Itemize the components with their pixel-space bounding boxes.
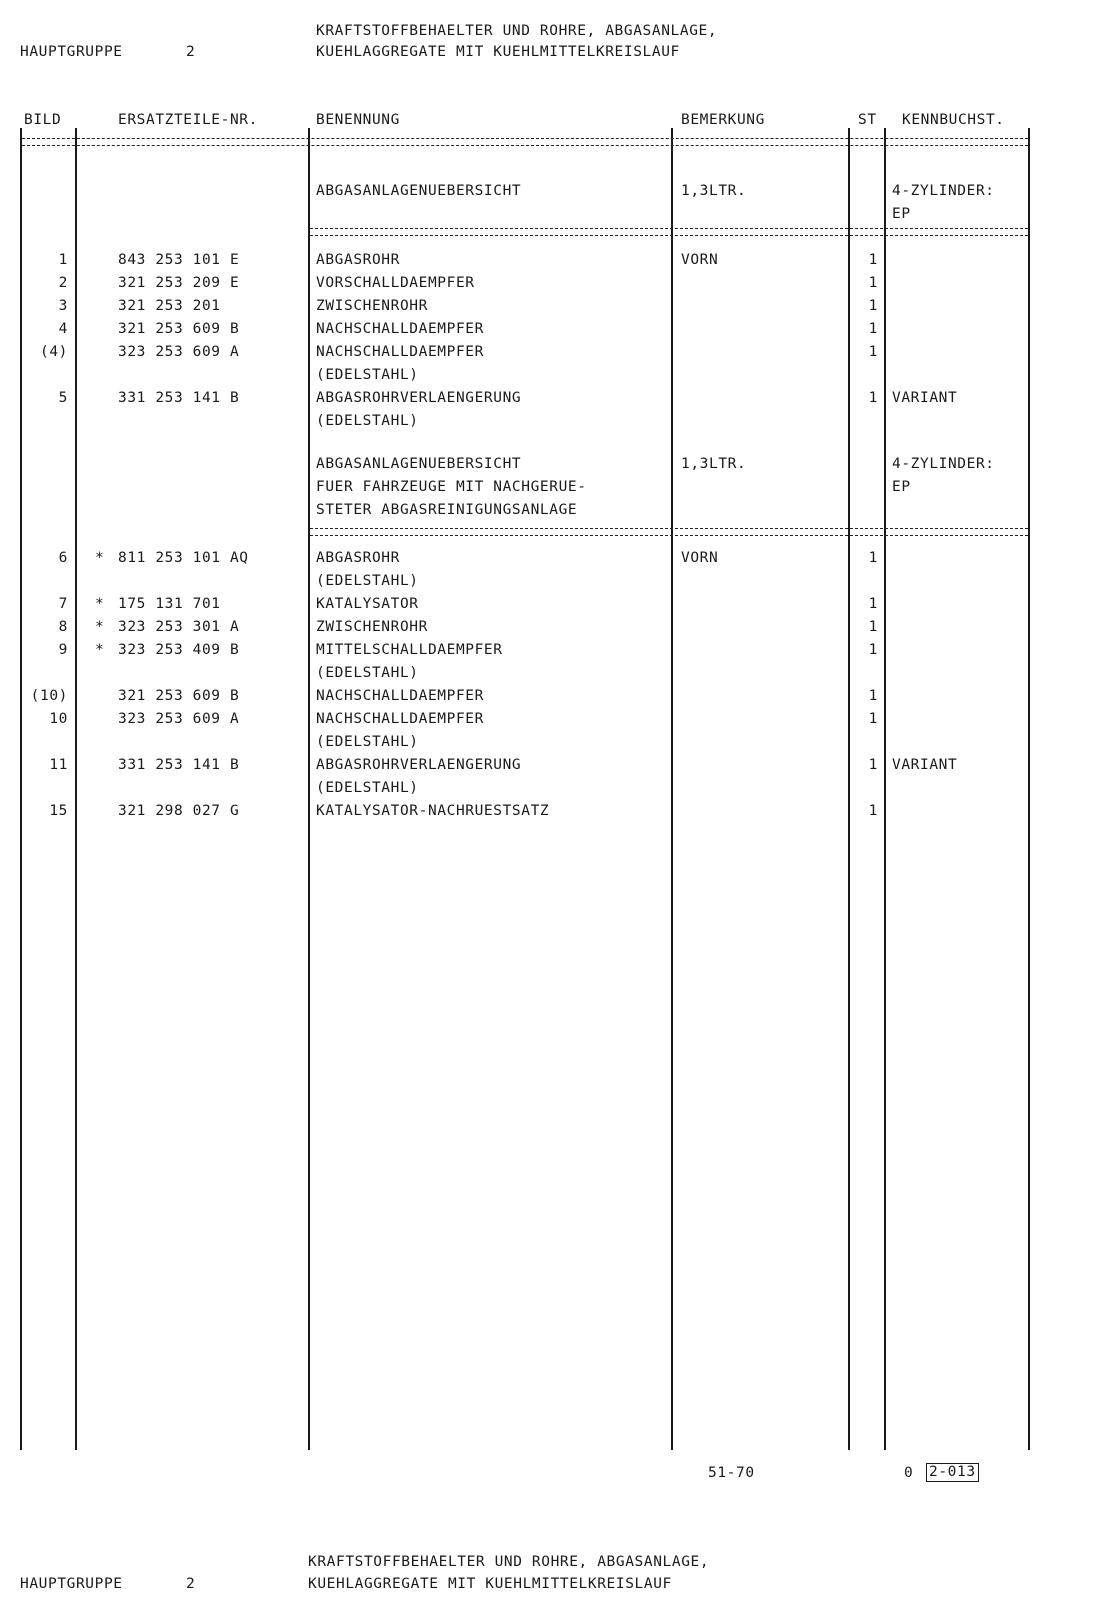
page-zero: 0	[904, 1465, 914, 1481]
row-description: ZWISCHENROHR	[316, 619, 428, 635]
row-description: ABGASROHRVERLAENGERUNG	[316, 390, 522, 406]
row-description: KATALYSATOR-NACHRUESTSATZ	[316, 803, 550, 819]
row-quantity: 1	[868, 298, 878, 314]
table-row	[0, 413, 1120, 436]
row-description: (EDELSTAHL)	[316, 367, 419, 383]
row-remark: VORN	[681, 550, 719, 566]
row-quantity: 1	[868, 803, 878, 819]
row-new-marker: *	[95, 642, 105, 658]
page-code-box: 2-013	[926, 1463, 979, 1482]
col-header-bild: BILD	[24, 112, 62, 128]
row-bild: 6	[58, 550, 68, 566]
row-part-number: 321 253 609 B	[118, 688, 240, 704]
row-description: ABGASROHR	[316, 252, 400, 268]
row-quantity: 1	[868, 252, 878, 268]
section-remark: 1,3LTR.	[681, 456, 747, 472]
row-new-marker: *	[95, 596, 105, 612]
row-description: ABGASROHR	[316, 550, 400, 566]
row-new-marker: *	[95, 550, 105, 566]
row-kennbuchst: VARIANT	[892, 757, 958, 773]
row-description: (EDELSTAHL)	[316, 780, 419, 796]
row-part-number: 323 253 301 A	[118, 619, 240, 635]
row-description: NACHSCHALLDAEMPFER	[316, 688, 484, 704]
table-row	[0, 734, 1120, 757]
table-row	[0, 390, 1120, 413]
row-bild: 8	[58, 619, 68, 635]
row-part-number: 811 253 101 AQ	[118, 550, 249, 566]
section-title: FUER FAHRZEUGE MIT NACHGERUE-	[316, 479, 587, 495]
row-quantity: 1	[868, 757, 878, 773]
row-bild: (10)	[30, 688, 68, 704]
row-bild: 4	[58, 321, 68, 337]
table-row	[0, 780, 1120, 803]
row-description: ZWISCHENROHR	[316, 298, 428, 314]
table-row	[0, 757, 1120, 780]
row-kennbuchst: VARIANT	[892, 390, 958, 406]
row-description: VORSCHALLDAEMPFER	[316, 275, 475, 291]
table-row	[0, 596, 1120, 619]
row-bild: 3	[58, 298, 68, 314]
row-description: NACHSCHALLDAEMPFER	[316, 344, 484, 360]
section-title: STETER ABGASREINIGUNGSANLAGE	[316, 502, 578, 518]
row-description: KATALYSATOR	[316, 596, 419, 612]
table-row	[0, 321, 1120, 344]
row-bild: 7	[58, 596, 68, 612]
col-header-bemerkung: BEMERKUNG	[681, 112, 765, 128]
table-row	[0, 550, 1120, 573]
row-part-number: 323 253 609 A	[118, 711, 240, 727]
row-remark: VORN	[681, 252, 719, 268]
row-quantity: 1	[868, 390, 878, 406]
row-quantity: 1	[868, 711, 878, 727]
row-bild: 11	[49, 757, 68, 773]
row-quantity: 1	[868, 321, 878, 337]
page-range: 51-70	[708, 1465, 755, 1481]
section-kennbuchst: EP	[892, 479, 911, 495]
row-description: (EDELSTAHL)	[316, 665, 419, 681]
col-header-kennbuchst: KENNBUCHST.	[902, 112, 1005, 128]
col-header-st: ST	[858, 112, 877, 128]
col-header-benennung: BENENNUNG	[316, 112, 400, 128]
row-bild: 1	[58, 252, 68, 268]
footer-title-line1: KRAFTSTOFFBEHAELTER UND ROHRE, ABGASANLAGE,	[308, 1554, 710, 1570]
row-quantity: 1	[868, 550, 878, 566]
row-description: (EDELSTAHL)	[316, 734, 419, 750]
row-part-number: 843 253 101 E	[118, 252, 240, 268]
row-part-number: 331 253 141 B	[118, 390, 240, 406]
row-part-number: 323 253 409 B	[118, 642, 240, 658]
row-description: (EDELSTAHL)	[316, 573, 419, 589]
section-kennbuchst: EP	[892, 206, 911, 222]
table-row	[0, 367, 1120, 390]
table-row	[0, 344, 1120, 367]
footer-hauptgruppe-number: 2	[186, 1576, 196, 1592]
row-new-marker: *	[95, 619, 105, 635]
section-title: ABGASANLAGENUEBERSICHT	[316, 456, 522, 472]
section-kennbuchst: 4-ZYLINDER:	[892, 456, 995, 472]
page-title-line1: KRAFTSTOFFBEHAELTER UND ROHRE, ABGASANLAGE,	[316, 23, 718, 39]
section-kennbuchst: 4-ZYLINDER:	[892, 183, 995, 199]
table-row	[0, 275, 1120, 298]
page-title-line2: KUEHLAGGREGATE MIT KUEHLMITTELKREISLAUF	[316, 44, 680, 60]
table-row	[0, 619, 1120, 642]
row-bild: 10	[49, 711, 68, 727]
row-description: NACHSCHALLDAEMPFER	[316, 321, 484, 337]
table-row	[0, 642, 1120, 665]
row-part-number: 321 298 027 G	[118, 803, 240, 819]
header-separator	[22, 138, 1028, 146]
hauptgruppe-label: HAUPTGRUPPE	[20, 44, 123, 60]
row-quantity: 1	[868, 619, 878, 635]
section-separator	[310, 528, 1028, 536]
col-header-ersatzteile-nr: ERSATZTEILE-NR.	[118, 112, 258, 128]
row-description: NACHSCHALLDAEMPFER	[316, 711, 484, 727]
table-row	[0, 688, 1120, 711]
row-part-number: 321 253 209 E	[118, 275, 240, 291]
row-description: ABGASROHRVERLAENGERUNG	[316, 757, 522, 773]
section-separator	[310, 228, 1028, 236]
table-row	[0, 573, 1120, 596]
section-remark: 1,3LTR.	[681, 183, 747, 199]
footer-title-line2: KUEHLAGGREGATE MIT KUEHLMITTELKREISLAUF	[308, 1576, 672, 1592]
row-bild: (4)	[40, 344, 68, 360]
row-quantity: 1	[868, 688, 878, 704]
row-description: (EDELSTAHL)	[316, 413, 419, 429]
row-quantity: 1	[868, 596, 878, 612]
section-title: ABGASANLAGENUEBERSICHT	[316, 183, 522, 199]
row-part-number: 323 253 609 A	[118, 344, 240, 360]
row-description: MITTELSCHALLDAEMPFER	[316, 642, 503, 658]
row-part-number: 321 253 201	[118, 298, 221, 314]
table-row	[0, 665, 1120, 688]
row-quantity: 1	[868, 642, 878, 658]
row-quantity: 1	[868, 344, 878, 360]
row-bild: 2	[58, 275, 68, 291]
row-quantity: 1	[868, 275, 878, 291]
row-bild: 9	[58, 642, 68, 658]
table-row	[0, 252, 1120, 275]
hauptgruppe-number: 2	[186, 44, 196, 60]
table-row	[0, 711, 1120, 734]
table-row	[0, 298, 1120, 321]
row-part-number: 321 253 609 B	[118, 321, 240, 337]
footer-hauptgruppe-label: HAUPTGRUPPE	[20, 1576, 123, 1592]
row-bild: 15	[49, 803, 68, 819]
row-bild: 5	[58, 390, 68, 406]
row-part-number: 175 131 701	[118, 596, 221, 612]
row-part-number: 331 253 141 B	[118, 757, 240, 773]
table-row	[0, 803, 1120, 826]
